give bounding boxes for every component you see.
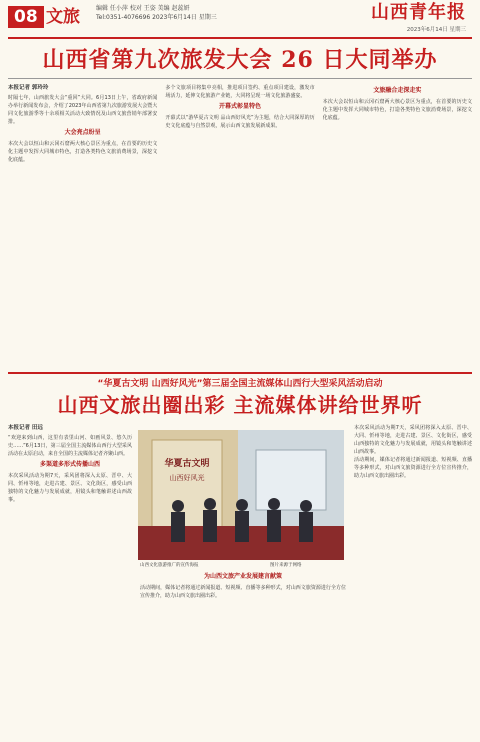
story2-headline: 山西文旅出圈出彩 主流媒体讲给世界听 [57, 393, 423, 417]
paragraph: 活动期间，媒体记者将通过新闻报道、短视频、直播等多种形式，对山西文旅资源进行全方位宣传推介，助力山西文旅出圈出彩。 [354, 457, 472, 479]
photo-caption: 山西文化旅游推广的宣传海报 [140, 563, 199, 568]
divider [8, 78, 472, 79]
story1-subhead: 大会亮点纷呈 [64, 129, 101, 136]
paragraph: 本次大会以恒山和云冈石窟两大核心景区为重点，在首要的历史文化主题中发挥大同城市特色，打造各类特色文旅消费场景，深挖文化底蕴。 [322, 99, 472, 121]
story1-subhead: 开幕式彰显特色 [218, 103, 261, 110]
issue-date: 2023年6月14日 星期三 [406, 27, 466, 33]
paragraph: 活动期间，媒体记者将通过新闻报道、短视频、直播等多种形式，对山西文旅资源进行全方位宣传推介，助力山西文旅出圈出彩。 [140, 585, 346, 599]
contact-line: Tel:0351-4076696 2023年6月14日 星期三 [96, 14, 217, 21]
story2-col1 [8, 424, 132, 734]
page-number: 08 [8, 6, 44, 28]
paragraph: “欢迎来到山西，这里有表里山河、如画风景、悠久历史……”6月13日，第三届全国主流媒体山西行大型采风活动在太原启动，来自全国的主流媒体记者齐聚山西。 [8, 435, 132, 457]
section-title: 文旅 [46, 7, 80, 27]
editor-line: 编辑 任小萍 校对 王姿 美编 赵蕊妍 [96, 5, 190, 12]
page-header [0, 0, 480, 40]
paragraph: 本次大会以恒山和云冈石窟两大核心景区为重点，在首要的历史文化主题中发挥大同城市特色，打造各类特色文旅消费场景，深挖文化底蕴。 [8, 141, 158, 163]
story2-subheadline: “华夏古文明 山西好风光”第三届全国主流媒体山西行大型采风活动启动 [97, 379, 383, 389]
story1-col2 [165, 84, 314, 364]
story2-subhead: 为山西文旅产业发展建言献策 [203, 573, 282, 580]
story2-subhead: 多渠道多形式传播山西 [39, 461, 100, 468]
story1-subhead: 文旅融合走深走实 [373, 87, 422, 94]
paragraph: 开幕式以“游华夏古文明 品山西好风光”为主题，结合大同深厚的历史文化底蕴与自然景观，展示山西文旅发展新成果。 [165, 115, 315, 129]
story-divider [8, 372, 472, 374]
story1-col1 [8, 84, 157, 364]
header-rule [8, 37, 472, 39]
paragraph: 时隔七年，山西旅发大会“重回”大同。6月13日上午，省政府新闻办举行新闻发布会，介绍了2023年山西省第九次旅游发展大会暨大同文化旅游季等十余项相关活动大致情况及山西文旅营销年部署安排。 [8, 95, 158, 125]
newspaper-logo: 山西青年报 [371, 2, 466, 23]
photo-credit: 图片来源于网络 [270, 563, 302, 568]
story1-body [8, 84, 472, 364]
story1-col3 [323, 84, 472, 364]
event-photo [138, 430, 344, 560]
story1-headline: 山西省第九次旅发大会 26 日大同举办 [42, 47, 438, 73]
poster-title: 华夏古文明 [164, 459, 210, 469]
paragraph: 本次采风活动为期7天，采风团将深入太原、晋中、大同、忻州等地，走进古建、景区、文化街区，感受山西独特的文化魅力与发展成就，用镜头和笔触讲述山西故事。 [354, 425, 472, 455]
paragraph: 本次采风活动为期7天，采风团将深入太原、晋中、大同、忻州等地，走进古建、景区、文化街区，感受山西独特的文化魅力与发展成就，用镜头和笔触讲述山西故事。 [8, 473, 132, 503]
story2-byline: 本报记者 田远 [8, 425, 43, 431]
story2-col3 [354, 424, 472, 734]
editor-info [96, 4, 296, 22]
paragraph: 多个文旅项目将集中亮相，推进项目签约、重点项目建设，激发市场活力，延伸文化旅游产业链，大同将呈现一场文化旅游盛宴。 [165, 85, 315, 99]
poster-subtitle: 山西好风光 [169, 474, 205, 482]
story1-byline: 本报记者 郭玲玲 [8, 85, 49, 91]
